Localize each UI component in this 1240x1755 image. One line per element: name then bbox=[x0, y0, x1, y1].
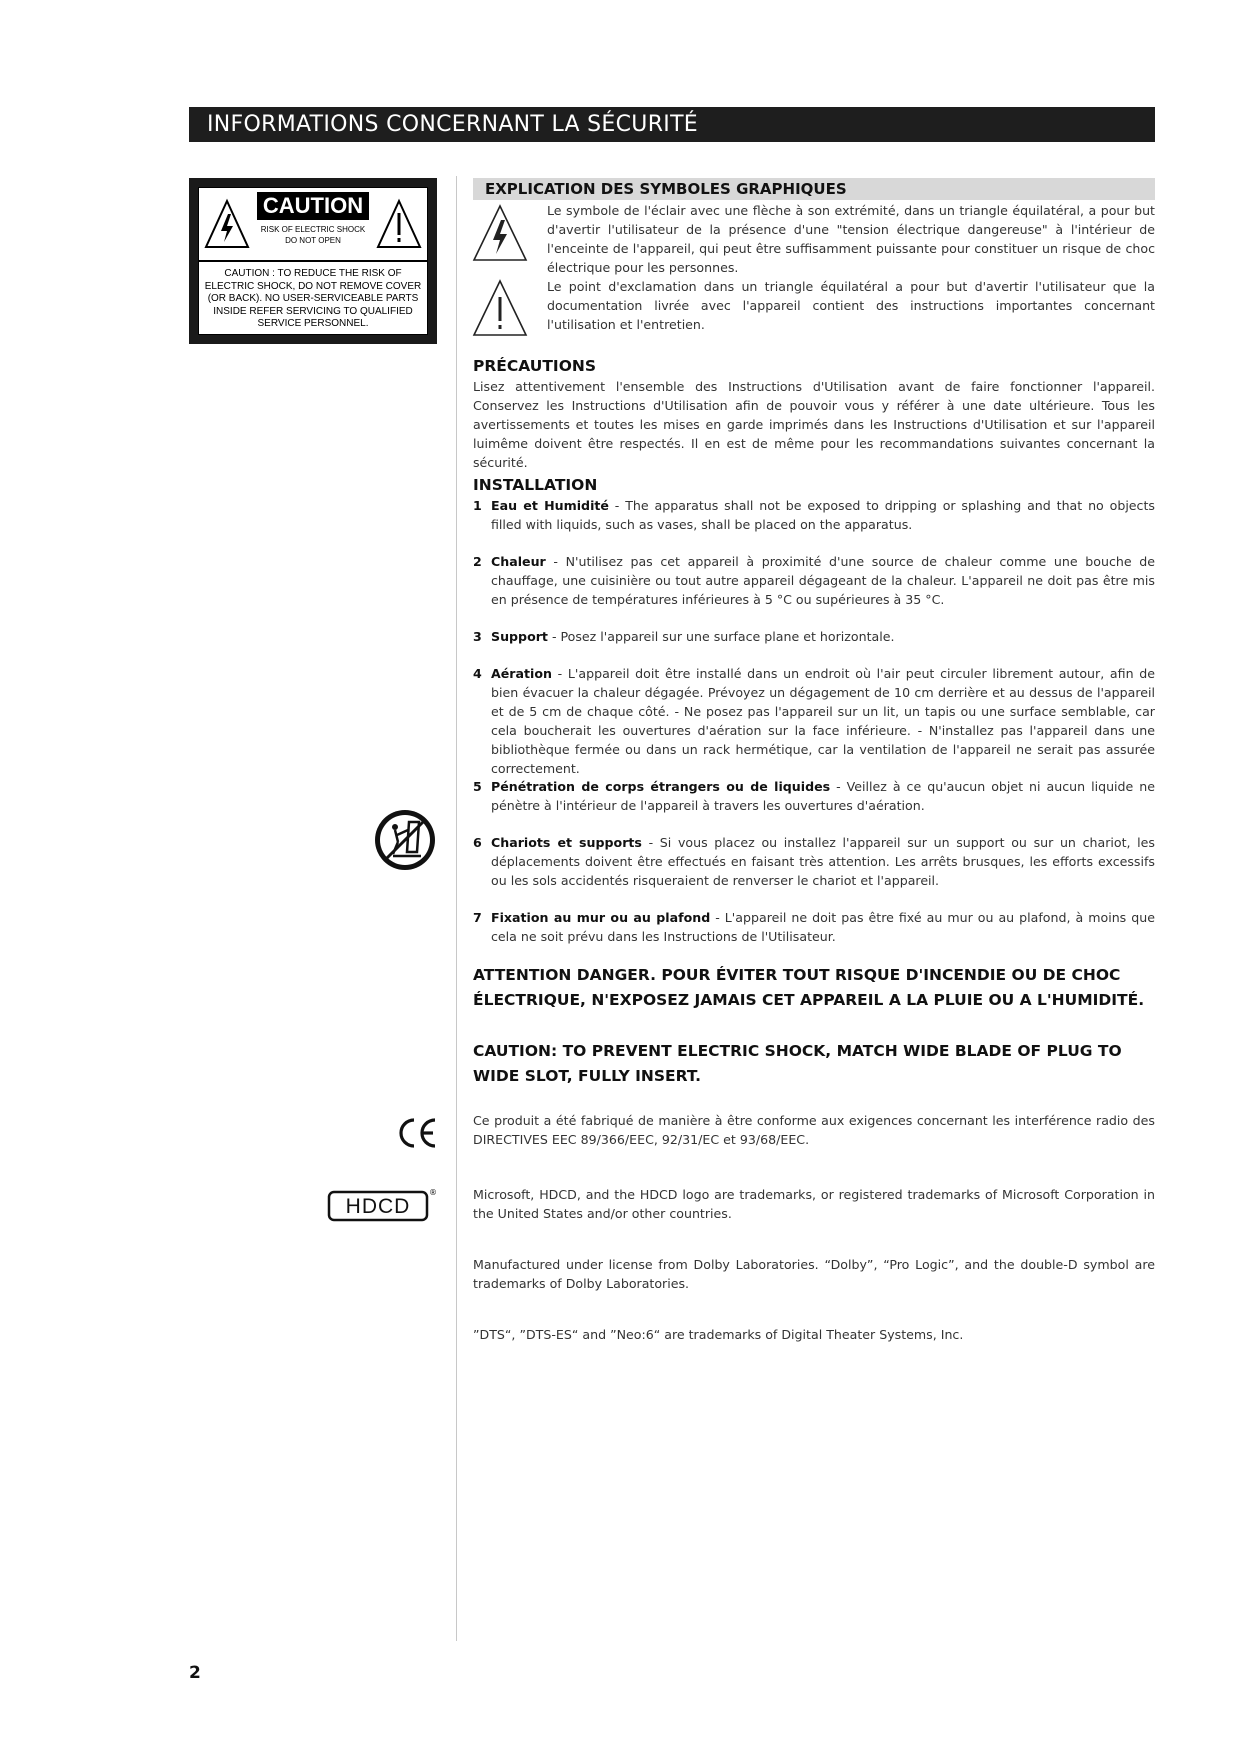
ce-mark-icon bbox=[395, 1116, 439, 1150]
lightning-triangle-icon bbox=[203, 198, 251, 250]
item-number: 1 bbox=[473, 498, 482, 513]
item-number: 7 bbox=[473, 910, 482, 925]
item-text: - L'appareil ne doit pas être fixé au mur ou au plafond, à moins que cela ne soit prévu dans les Instructions de l'Utilisateur. bbox=[491, 910, 1155, 944]
exclamation-triangle-icon bbox=[375, 198, 423, 250]
item-text: - The apparatus shall not be exposed to dripping or splashing and that no objects filled with liquids, such as vases, shall be placed on the apparatus. bbox=[491, 498, 1155, 532]
section-title: INFORMATIONS CONCERNANT LA SÉCURITÉ bbox=[207, 112, 699, 137]
hdcd-logo-icon bbox=[327, 1189, 437, 1225]
precautions-text: Lisez attentivement l'ensemble des Instructions d'Utilisation avant de faire fonctionner l'appareil. Conservez les Instructions d'Utilisation afin de pouvoir vous y référer à une date ultérieure. Tous les avertissements et toutes les mises en garde imprimés dans les Instructions d'Utilisation et sur l'appareil luimême doivent être respectés. Il en est de même pour les recommandations suivantes concernant la sécurité. bbox=[473, 379, 1155, 470]
hdcd-logo-text: HDCD bbox=[345, 1195, 411, 1218]
caution-label-top bbox=[199, 188, 427, 262]
caution-label-inner bbox=[198, 187, 428, 335]
symbols-heading: EXPLICATION DES SYMBOLES GRAPHIQUES bbox=[473, 178, 1155, 200]
item-number: 4 bbox=[473, 666, 482, 681]
item-title: Aération bbox=[491, 666, 552, 681]
lightning-symbol-text: Le symbole de l'éclair avec une flèche à son extrémité, dans un triangle équilatéral, a pour but d'avertir l'utilisateur de la présence d'une "tension électrique dangereuse" à l'intérieur de l'enceinte de l'appareil, qui peut être suffisamment puissante pour constituer un risque de choc électrique pour les personnes. bbox=[547, 203, 1155, 275]
caution-title: CAUTION bbox=[257, 192, 369, 220]
exclamation-triangle-icon bbox=[472, 279, 528, 337]
plug-caution-warning: CAUTION: TO PREVENT ELECTRIC SHOCK, MATCH WIDE BLADE OF PLUG TO WIDE SLOT, FULLY INSERT. bbox=[473, 1042, 1122, 1085]
installation-item bbox=[473, 627, 1155, 646]
installation-item bbox=[473, 552, 1155, 609]
registered-mark: ® bbox=[429, 1188, 437, 1197]
item-text: - Posez l'appareil sur une surface plane et horizontale. bbox=[547, 629, 895, 644]
item-text: - L'appareil doit être installé dans un endroit où l'air peut circuler librement autour, afin de bien évacuer la chaleur dégagée. Prévoyez un dégagement de 10 cm derrière et au dessus de l'appareil et de 5 cm de chaque côté. - Ne posez pas l'appareil sur un lit, un tapis ou une surface semblable, car cela boucherait les ouvertures d'aération sur la face inférieure. - N'installez pas l'appareil dans une bibliothèque fermée ou dans un rack hermétique, car la ventilation de l'appareil ne serait pas assurée correctement. bbox=[491, 666, 1155, 776]
installation-item bbox=[473, 664, 1155, 778]
item-title: Eau et Humidité bbox=[491, 498, 609, 513]
hdcd-notice: Microsoft, HDCD, and the HDCD logo are trademarks, or registered trademarks of Microsoft Corporation in the United States and/or other countries. bbox=[473, 1187, 1155, 1221]
section-header bbox=[189, 107, 1155, 142]
item-text: - N'utilisez pas cet appareil à proximité d'une source de chaleur comme une bouche de chauffage, une cuisinière ou tout autre appareil dégageant de la chaleur. L'appareil ne doit pas être mis en présence de températures inférieures à 5 °C ou supérieures à 35 °C. bbox=[491, 554, 1155, 607]
danger-warning: ATTENTION DANGER. POUR ÉVITER TOUT RISQUE D'INCENDIE OU DE CHOC ÉLECTRIQUE, N'EXPOSEZ JAMAIS CET APPAREIL A LA PLUIE OU A L'HUMIDITÉ. bbox=[473, 966, 1145, 1009]
precautions-heading: PRÉCAUTIONS bbox=[473, 357, 597, 375]
item-number: 3 bbox=[473, 629, 482, 644]
item-text: - Si vous placez ou installez l'appareil sur un support ou sur un chariot, les déplacements doivent être effectués en faisant très attention. Les arrêts brusques, les efforts excessifs ou les sols accidentés risqueraient de renverser le chariot et l'appareil. bbox=[491, 835, 1155, 888]
page-number: 2 bbox=[189, 1663, 201, 1683]
caution-risk-text: RISK OF ELECTRIC SHOCK DO NOT OPEN bbox=[260, 225, 366, 245]
installation-heading: INSTALLATION bbox=[473, 476, 598, 494]
installation-item bbox=[473, 908, 1155, 946]
installation-item bbox=[473, 777, 1155, 815]
item-title: Chaleur bbox=[491, 554, 546, 569]
ce-notice: Ce produit a été fabriqué de manière à être conforme aux exigences concernant les interférence radio des DIRECTIVES EEC 89/366/EEC, 92/31/EC et 93/68/EEC. bbox=[473, 1113, 1155, 1147]
dts-notice: ”DTS“, ”DTS-ES“ and ”Neo:6“ are trademarks of Digital Theater Systems, Inc. bbox=[473, 1327, 964, 1342]
item-title: Fixation au mur ou au plafond bbox=[491, 910, 711, 925]
caution-label bbox=[189, 178, 437, 344]
installation-item bbox=[473, 833, 1155, 890]
column-divider bbox=[456, 176, 457, 1641]
lightning-triangle-icon bbox=[472, 204, 528, 262]
item-title: Support bbox=[491, 629, 548, 644]
item-number: 5 bbox=[473, 779, 482, 794]
dolby-notice: Manufactured under license from Dolby Laboratories. “Dolby”, “Pro Logic”, and the double-D symbol are trademarks of Dolby Laboratories. bbox=[473, 1257, 1155, 1291]
cart-warning-icon bbox=[373, 808, 437, 872]
exclamation-symbol-text: Le point d'exclamation dans un triangle équilatéral a pour but d'avertir l'utilisateur que la documentation livrée avec l'appareil contient des instructions importantes concernant l'utilisation et l'entretien. bbox=[547, 279, 1155, 332]
item-number: 6 bbox=[473, 835, 482, 850]
installation-item bbox=[473, 496, 1155, 534]
item-title: Pénétration de corps étrangers ou de liquides bbox=[491, 779, 831, 794]
item-title: Chariots et supports bbox=[491, 835, 642, 850]
item-number: 2 bbox=[473, 554, 482, 569]
caution-instructions: CAUTION : TO REDUCE THE RISK OF ELECTRIC SHOCK, DO NOT REMOVE COVER (OR BACK). NO USER-SERVICEABLE PARTS INSIDE REFER SERVICING TO QUALIFIED SERVICE PERSONNEL. bbox=[204, 268, 422, 329]
item-text: - Veillez à ce qu'aucun objet ni aucun liquide ne pénètre à l'intérieur de l'appareil à travers les ouvertures d'aération. bbox=[491, 779, 1155, 813]
